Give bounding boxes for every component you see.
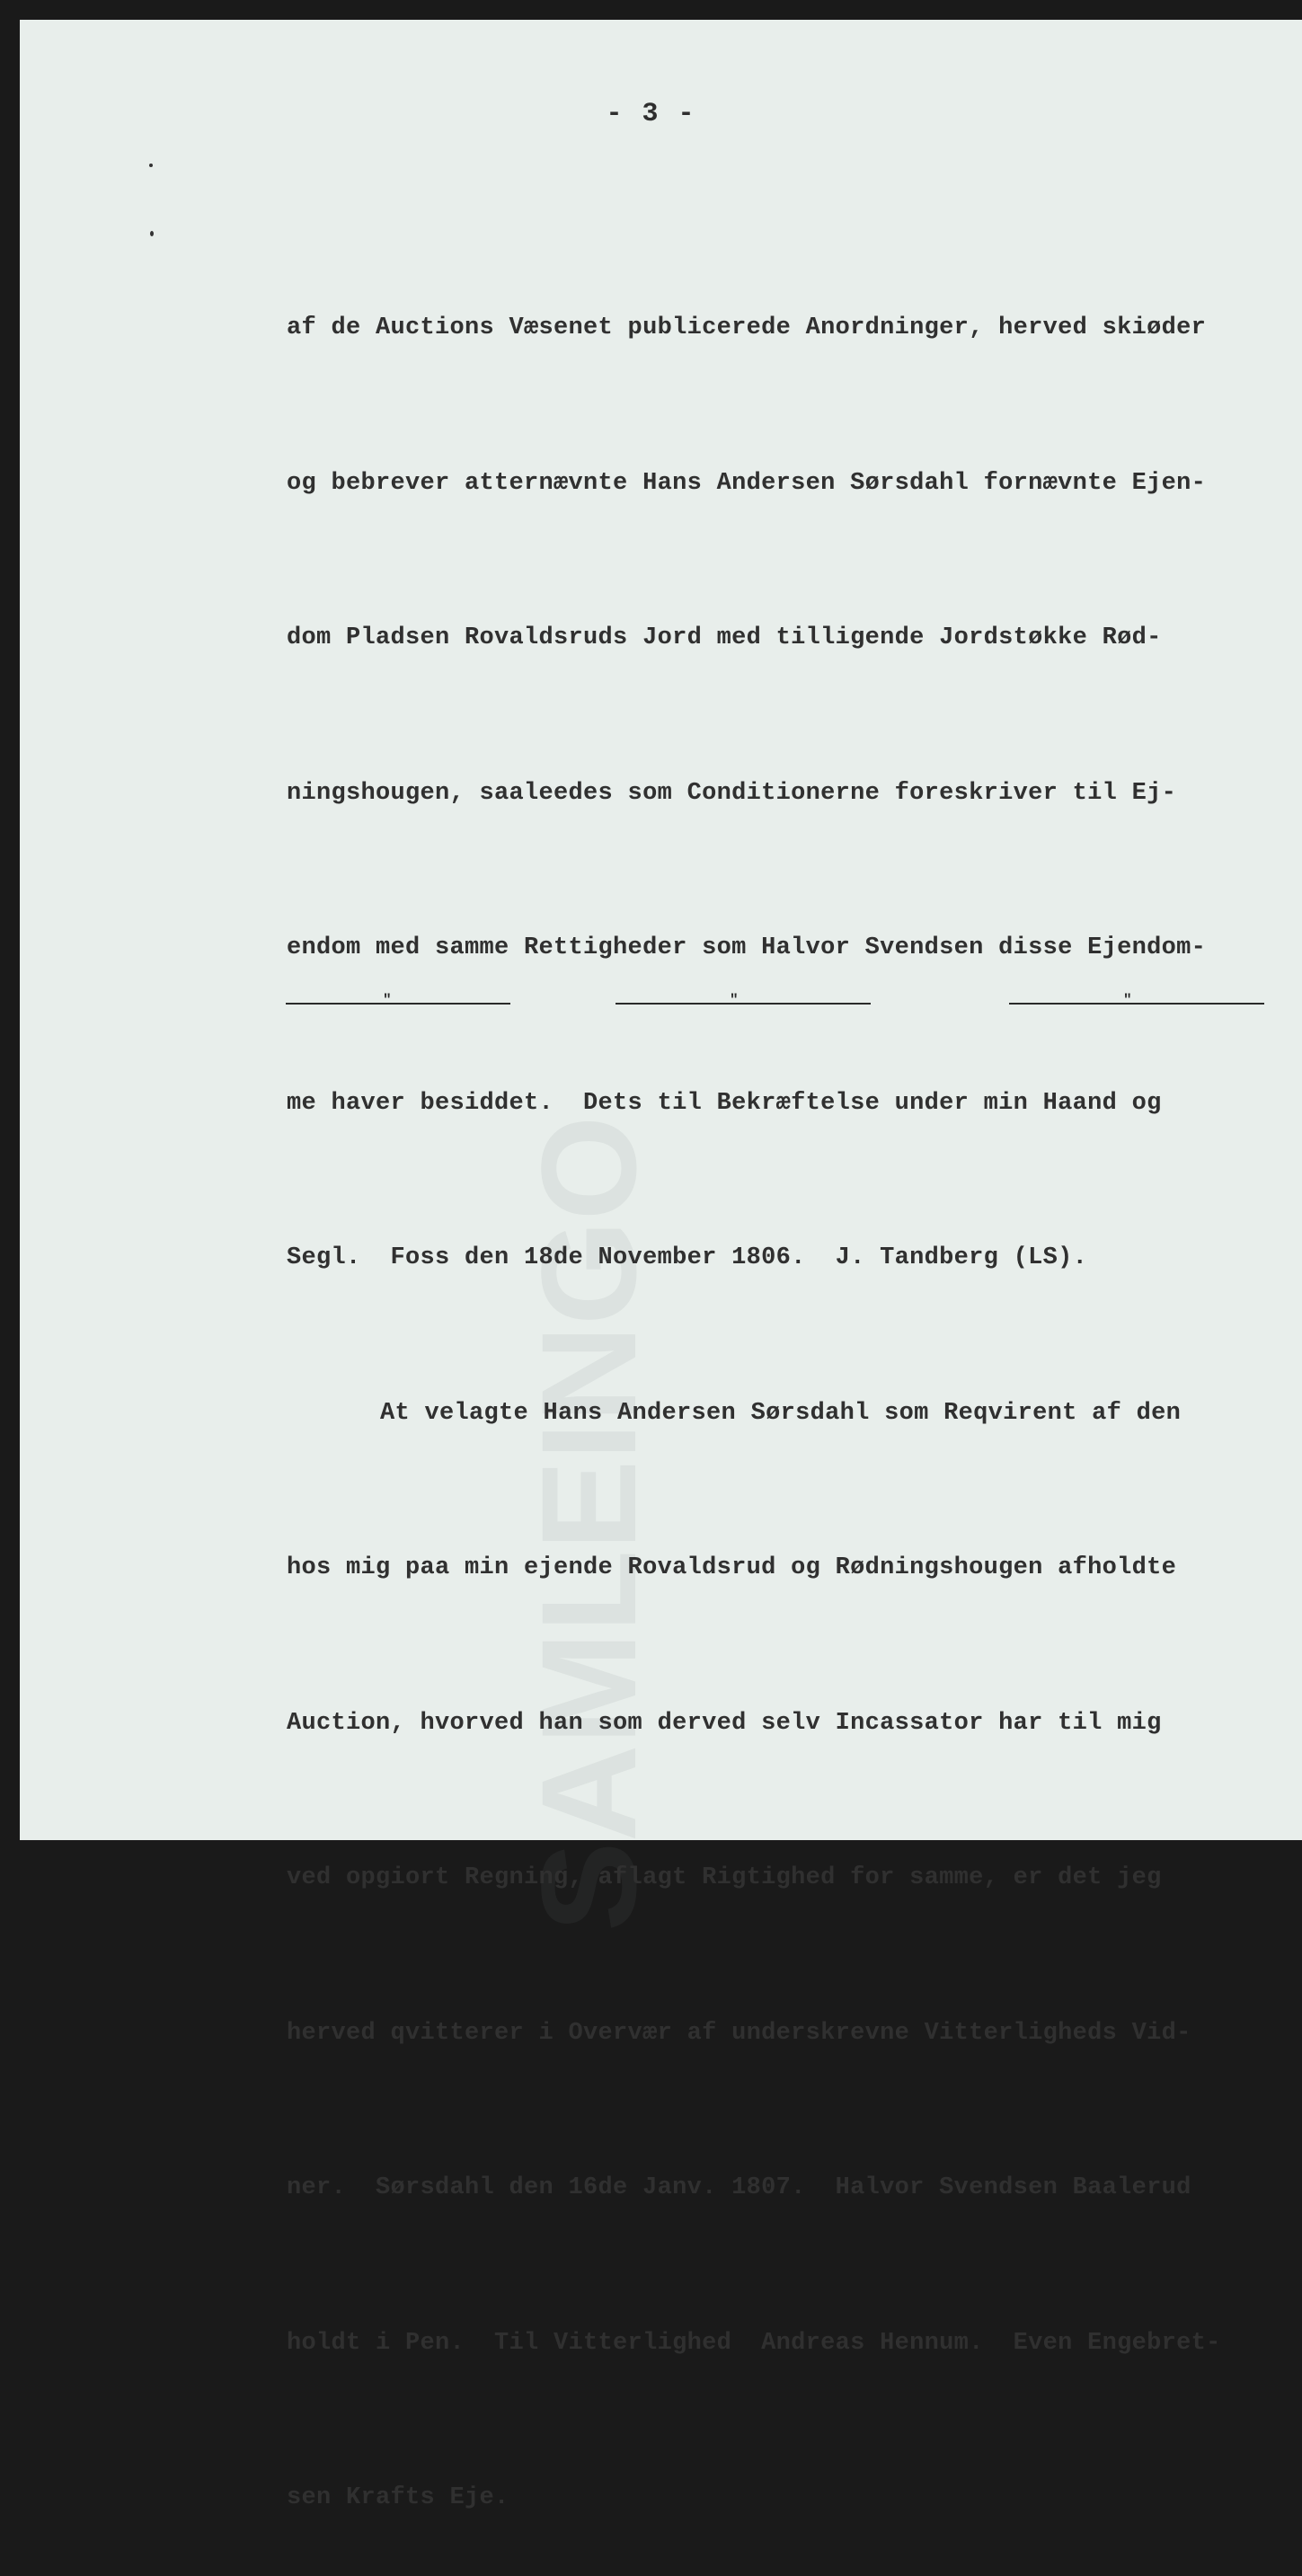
text-line: og bebrever atternævnte Hans Andersen Sørsdahl fornævnte Ejen- (287, 469, 1207, 497)
separator-mark: " (383, 992, 392, 1008)
page-number: - 3 - (606, 99, 696, 129)
text-line: af de Auctions Væsenet publicerede Anordninger, herved skiøder (287, 314, 1207, 341)
text-line: ningshougen, saaleedes som Conditionerne foreskriver til Ej- (287, 779, 1177, 807)
text-line: herved qvitterer i Overvær af underskrevne Vitterligheds Vid- (287, 2019, 1191, 2047)
document-body (287, 199, 1284, 2576)
separator-rule (1009, 992, 1264, 1008)
text-line: ner. Sørsdahl den 16de Janv. 1807. Halvor Svendsen Baalerud (287, 2174, 1191, 2201)
text-line: endom med samme Rettigheder som Halvor Svendsen disse Ejendom- (287, 934, 1207, 961)
speck-mark (149, 164, 153, 167)
text-line: holdt i Pen. Til Vitterlighed Andreas Hennum. Even Engebret- (287, 2329, 1221, 2357)
text-line: dom Pladsen Rovaldsruds Jord med tilligende Jordstøkke Rød- (287, 624, 1162, 651)
separator-mark: " (1123, 992, 1132, 1008)
speck-mark (150, 231, 154, 236)
separator-rule (286, 992, 510, 1008)
separator-rule (616, 992, 871, 1008)
text-line: hos mig paa min ejende Rovaldsrud og Rødningshougen afholdte (287, 1554, 1177, 1581)
text-line: me haver besiddet. Dets til Bekræftelse under min Haand og (287, 1089, 1162, 1117)
text-line: sen Krafts Eje. (287, 2484, 509, 2511)
text-line: At velagte Hans Andersen Sørsdahl som Reqvirent af den (380, 1399, 1182, 1427)
text-line: ved opgiort Regning, aflagt Rigtighed for samme, er det jeg (287, 1864, 1162, 1891)
separator-mark: " (730, 992, 739, 1008)
text-line: Auction, hvorved han som derved selv Incassator har til mig (287, 1709, 1162, 1737)
text-line: Segl. Foss den 18de November 1806. J. Tandberg (LS). (287, 1244, 1088, 1271)
